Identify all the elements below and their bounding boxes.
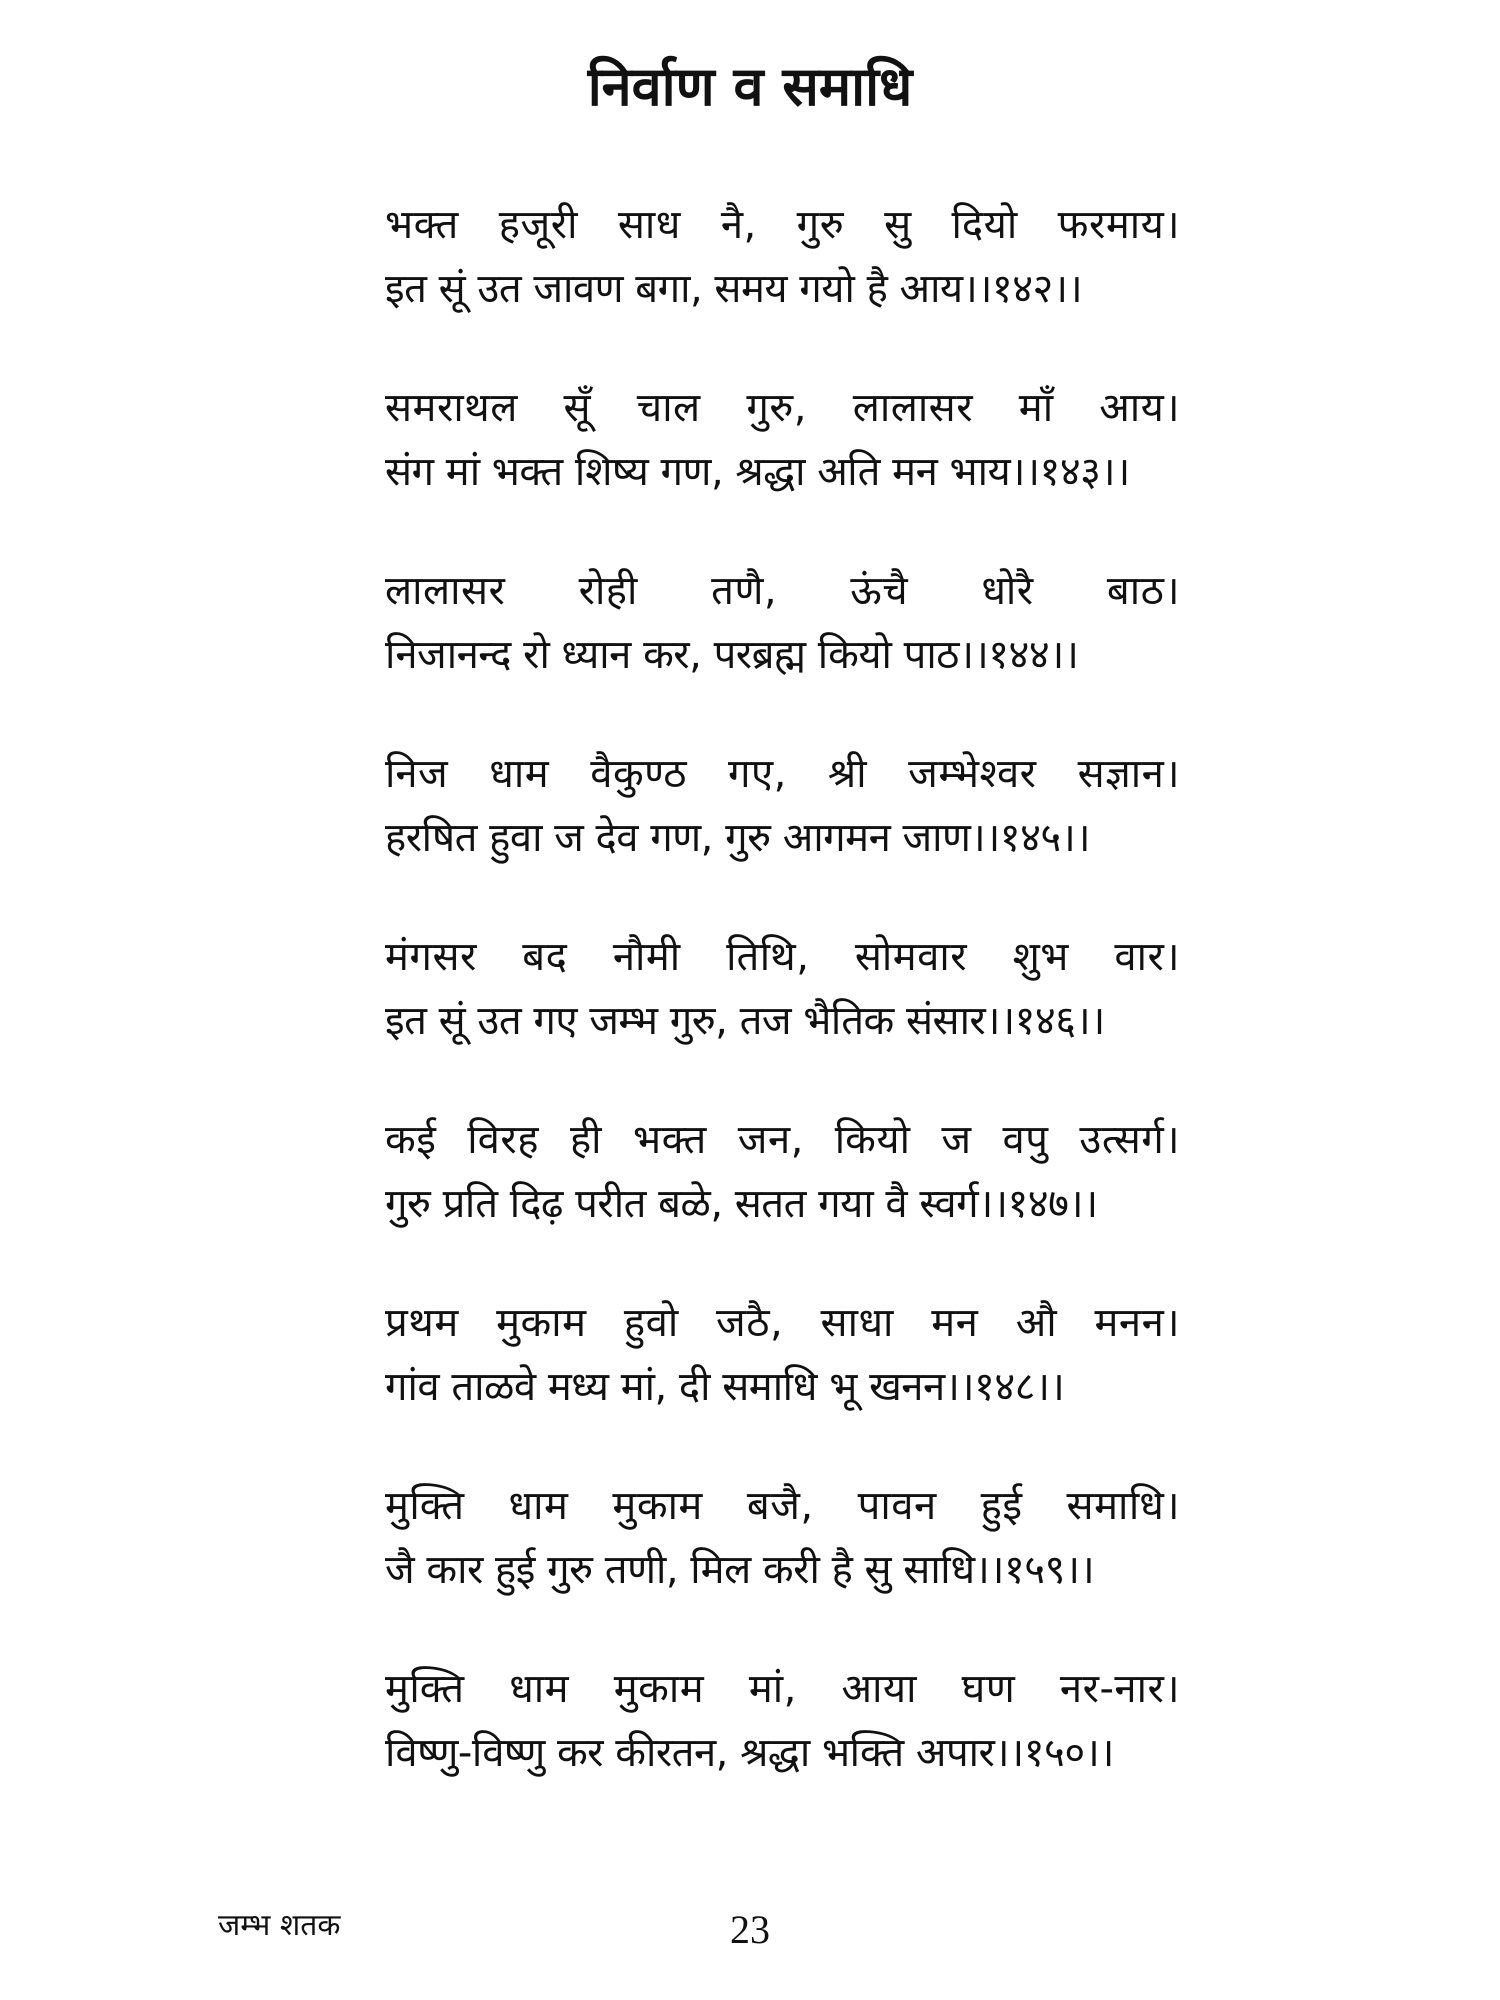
verse-line-1: मंगसर बद नौमी तिथि, सोमवार शुभ वार। [385,934,1180,980]
verse-line-2: जै कार हुई गुरु तणी, मिल करी है सु साधि।।१५९।। [385,1547,1095,1593]
verse-line-2: निजानन्द रो ध्यान कर, परब्रह्म कियो पाठ।।१४४।। [385,632,1079,678]
verse-144 [385,559,1180,742]
verse-line-2: संग मां भक्त शिष्य गण, श्रद्धा अति मन भाय।।१४३।। [385,449,1130,495]
verse-147 [385,1108,1180,1291]
verse-146 [385,925,1180,1108]
verse-line-2: इत सूं उत गए जम्भ गुरु, तज भैतिक संसार।।१४६।। [385,998,1105,1044]
page-title: निर्वाण व समाधि [587,55,913,118]
verse-142 [385,193,1180,376]
verse-line-1: मुक्ति धाम मुकाम मां, आया घण नर-नार। [385,1666,1180,1712]
verse-159 [385,1474,1180,1657]
verse-143 [385,376,1180,559]
verse-line-2: गुरु प्रति दिढ़ परीत बळे, सतत गया वै स्वर्ग।।१४७।। [385,1181,1098,1227]
verse-148 [385,1291,1180,1474]
verse-line-2: विष्णु-विष्णु कर कीरतन, श्रद्धा भक्ति अपार।।१५०।। [385,1730,1114,1776]
verse-line-2: इत सूं उत जावण बगा, समय गयो है आय।।१४२।। [385,266,1083,312]
verse-line-1: मुक्ति धाम मुकाम बजै, पावन हुई समाधि। [385,1483,1180,1529]
verse-line-2: गांव ताळवे मध्य मां, दी समाधि भू खनन।।१४८।। [385,1364,1065,1410]
verse-line-1: निज धाम वैकुण्ठ गए, श्री जम्भेश्वर सज्ञान। [385,751,1180,797]
verse-line-2: हरषित हुवा ज देव गण, गुरु आगमन जाण।।१४५।। [385,815,1090,861]
verse-list [385,193,1180,1840]
footer-book-title: जम्भ शतक [218,1908,341,1943]
verse-145 [385,742,1180,925]
verse-line-1: प्रथम मुकाम हुवो जठै, साधा मन औ मनन। [385,1300,1180,1346]
verse-150 [385,1657,1180,1840]
verse-line-1: समराथल सूँ चाल गुरु, लालासर माँ आय। [385,385,1180,431]
verse-line-1: भक्त हजूरी साध नै, गुरु सु दियो फरमाय। [385,202,1180,248]
verse-line-1: लालासर रोही तणै, ऊंचै धोरै बाठ। [385,568,1180,614]
verse-line-1: कई विरह ही भक्त जन, कियो ज वपु उत्सर्ग। [385,1117,1180,1163]
page-number: 23 [730,1907,770,1952]
